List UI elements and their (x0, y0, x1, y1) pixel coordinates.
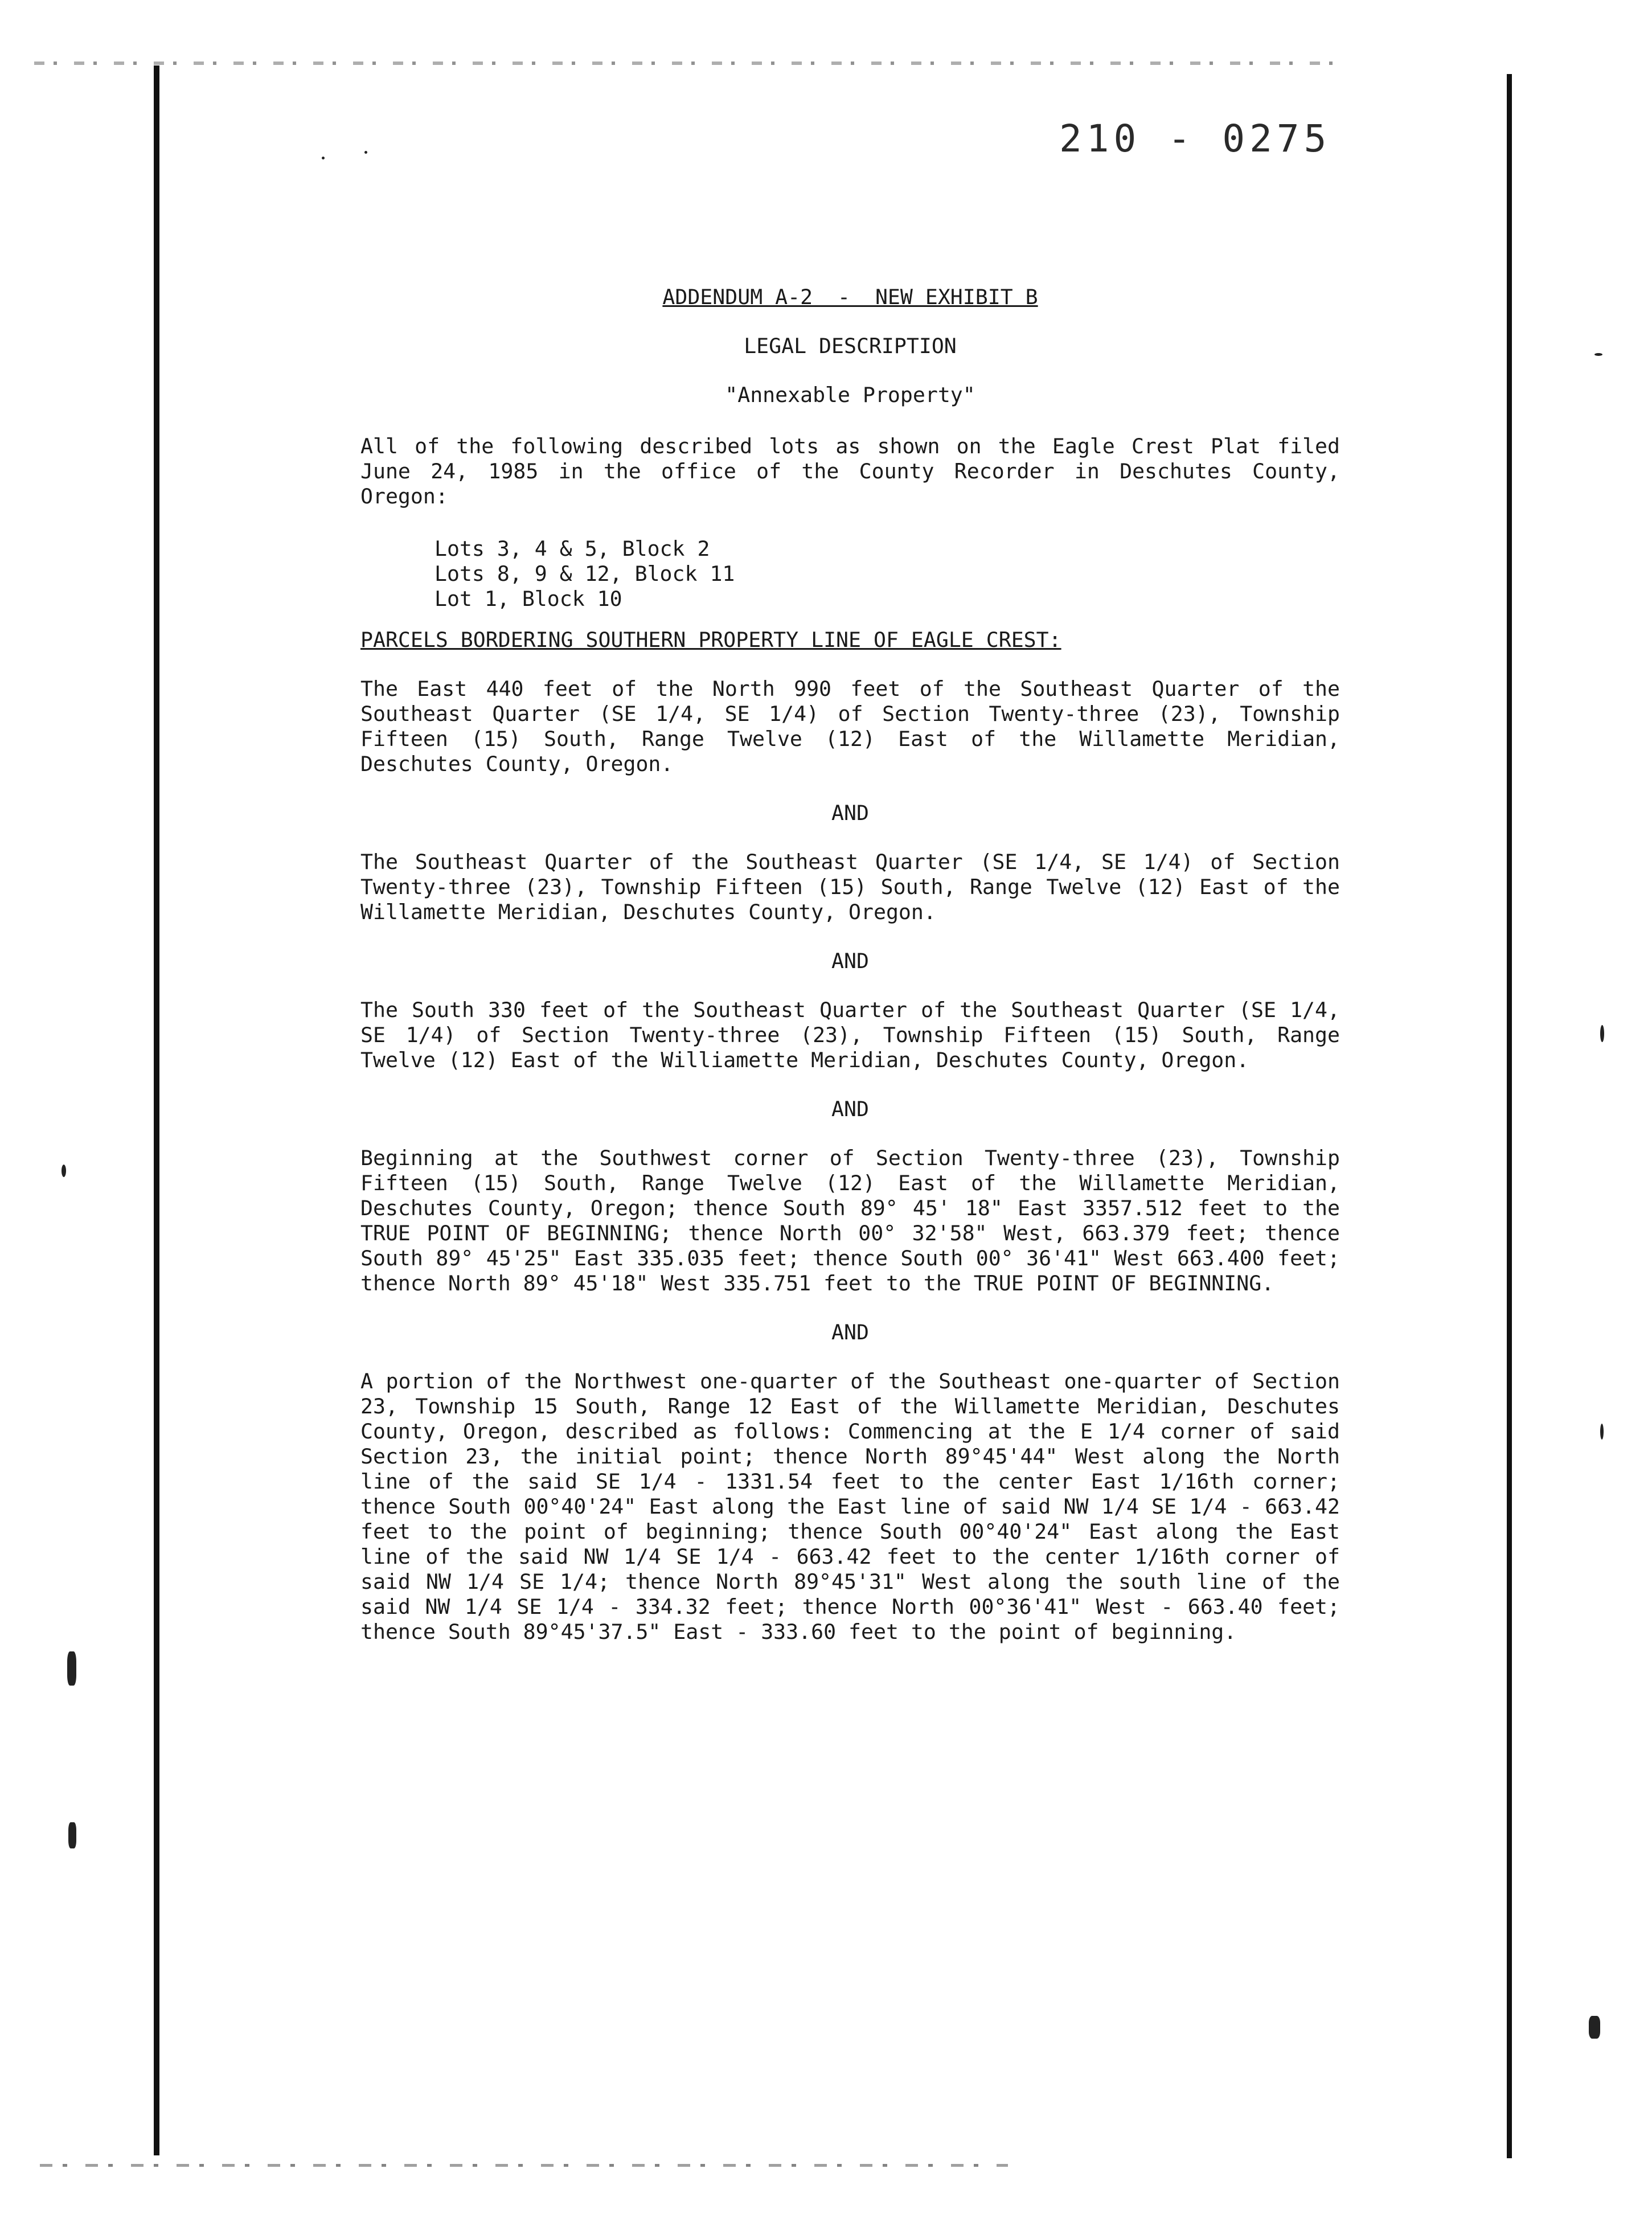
parcel-paragraph: The Southeast Quarter of the Southeast Quarter (SE 1/4, SE 1/4) of Section Twenty-three (23), Township Fifteen (15) South, Range Twelve (12) East of the Willamette Meridian, Deschutes County, Oregon. (360, 850, 1340, 924)
scan-speck (364, 151, 367, 154)
scan-speck (67, 1651, 76, 1686)
right-margin-rule (1507, 74, 1512, 2158)
left-margin-rule (154, 65, 159, 2155)
document-stamp-number: 210 - 0275 (1059, 117, 1331, 161)
and-separator: AND (831, 1320, 869, 1344)
parcel-paragraph: Beginning at the Southwest corner of Section Twenty-three (23), Township Fifteen (15) South, Range Twelve (12) East of the Willamette Meridian, Deschutes County, Oregon; thence South 89° 45' 18" East 3357.512 feet to the TRUE POINT OF BEGINNING; thence North 00° 32'58" West, 663.379 feet; thence South 89° 45'25" East 335.035 feet; thence South 00° 36'41" West 663.400 feet; thence North 89° 45'18" West 335.751 feet to the TRUE POINT OF BEGINNING. (360, 1146, 1340, 1296)
document-subtitle: LEGAL DESCRIPTION (744, 334, 957, 358)
lots-list (360, 536, 1340, 612)
scan-artifact-top (34, 62, 1344, 65)
lot-item: Lots 8, 9 & 12, Block 11 (434, 561, 735, 586)
lot-item: Lots 3, 4 & 5, Block 2 (434, 536, 710, 561)
parcel-paragraph: A portion of the Northwest one-quarter of the Southeast one-quarter of Section 23, Township 15 South, Range 12 East of the Willamette Meridian, Deschutes County, Oregon, described as follows: Commencing at the E 1/4 corner of said Section 23, the initial point; thence North 89°45'44" West along the North line of the said SE 1/4 - 1331.54 feet to the center East 1/16th corner; thence South 00°40'24" East along the East line of said NW 1/4 SE 1/4 - 663.42 feet to the point of beginning; thence South 00°40'24" East along the East line of the said NW 1/4 SE 1/4 - 663.42 feet to the center 1/16th corner of said NW 1/4 SE 1/4; thence North 89°45'31" West along the south line of the said NW 1/4 SE 1/4 - 334.32 feet; thence North 00°36'41" West - 663.40 feet; thence South 89°45'37.5" East - 333.60 feet to the point of beginning. (360, 1369, 1340, 1644)
scan-speck (1600, 1424, 1604, 1440)
property-label: "Annexable Property" (725, 383, 975, 407)
scan-speck (1589, 2016, 1600, 2039)
parcel-paragraph: The East 440 feet of the North 990 feet of the Southeast Quarter of the Southeast Quarter (SE 1/4, SE 1/4) of Section Twenty-three (23), Township Fifteen (15) South, Range Twelve (12) East of the Willamette Meridian, Deschutes County, Oregon. (360, 677, 1340, 776)
legal-document-body (360, 285, 1340, 1645)
and-separator: AND (831, 801, 869, 825)
scan-speck (68, 1822, 76, 1848)
intro-paragraph: All of the following described lots as shown on the Eagle Crest Plat filed June 24, 1985 in the office of the County Recorder in Deschutes County, Oregon: (360, 434, 1340, 509)
parcel-paragraph: The South 330 feet of the Southeast Quarter of the Southeast Quarter (SE 1/4, SE 1/4) of Section Twenty-three (23), Township Fifteen (15) South, Range Twelve (12) East of the Williamette Meridian, Deschutes County, Oregon. (360, 998, 1340, 1072)
lot-item: Lot 1, Block 10 (434, 587, 622, 611)
scan-speck (1600, 1025, 1604, 1042)
and-separator: AND (831, 1097, 869, 1121)
parcels-heading: PARCELS BORDERING SOUTHERN PROPERTY LINE OF EAGLE CREST: (360, 628, 1061, 652)
scan-speck (62, 1165, 66, 1177)
scan-speck (322, 157, 325, 159)
scan-speck (1594, 353, 1602, 356)
scan-artifact-bottom (40, 2164, 1008, 2167)
and-separator: AND (831, 949, 869, 973)
document-title: ADDENDUM A-2 - NEW EXHIBIT B (662, 285, 1038, 309)
